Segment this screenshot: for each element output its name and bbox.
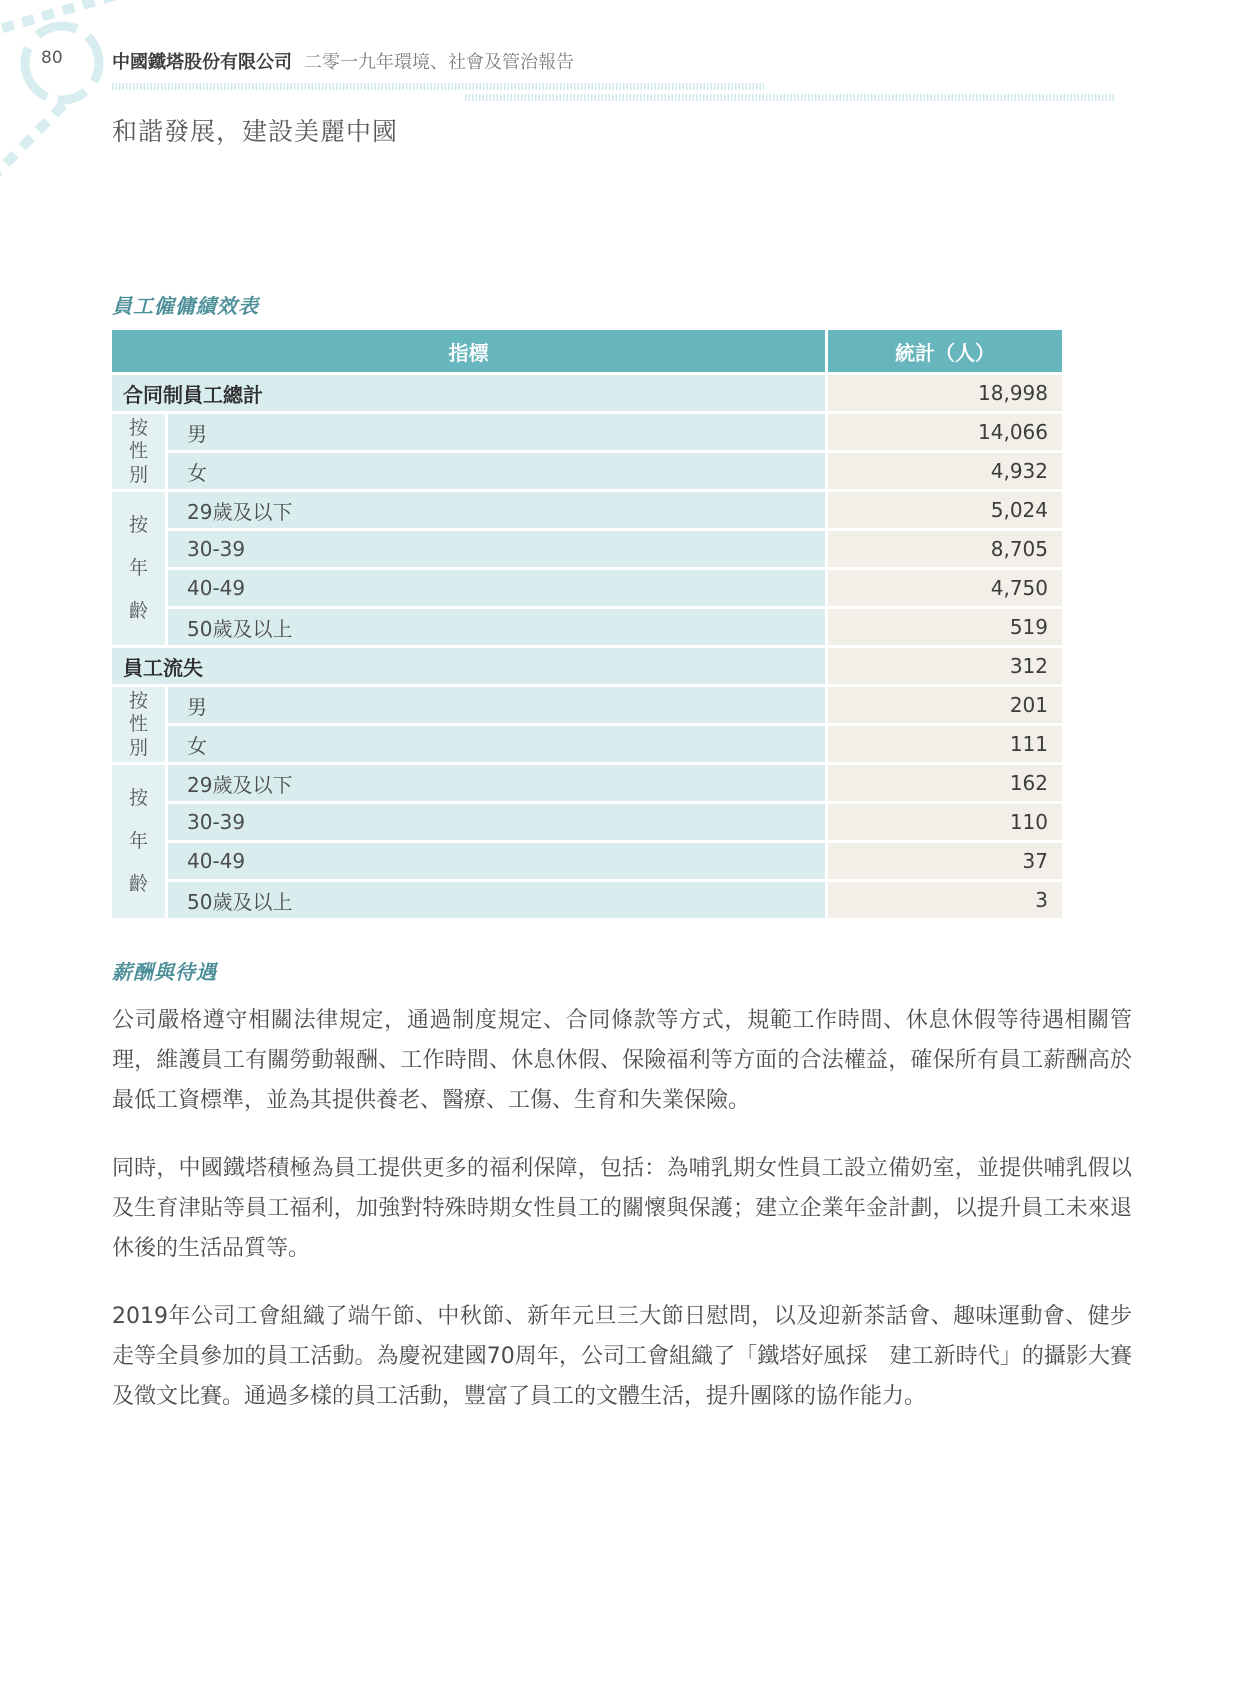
table-sub-label: 40-49 xyxy=(168,570,825,606)
column-header-indicator: 指標 xyxy=(112,330,825,372)
table-sub-label: 50歲及以上 xyxy=(168,882,825,918)
table-value: 8,705 xyxy=(828,531,1062,567)
table-value: 312 xyxy=(828,648,1062,684)
table-sub-label: 50歲及以上 xyxy=(168,609,825,645)
employee-table xyxy=(112,330,1062,918)
report-title: 二零一九年環境、社會及管治報告 xyxy=(304,52,574,73)
table-sub-label: 女 xyxy=(168,453,825,489)
salary-paragraph: 2019年公司工會組織了端午節、中秋節、新年元旦三大節日慰問，以及迎新茶話會、趣味運動會、健步走等全員參加的員工活動。為慶祝建國70周年，公司工會組織了「鐵塔好風採 建工新時代」的攝影大賽及徵文比賽。通過多樣的員工活動，豐富了員工的文體生活，提升團隊的協作能力。 xyxy=(112,1304,1132,1409)
table-sub-label: 30-39 xyxy=(168,804,825,840)
table-value: 162 xyxy=(828,765,1062,801)
table-value: 201 xyxy=(828,687,1062,723)
table-value: 110 xyxy=(828,804,1062,840)
table-value: 519 xyxy=(828,609,1062,645)
page-heading: 和諧發展，建設美麗中國 xyxy=(112,117,399,146)
table-sub-label: 30-39 xyxy=(168,531,825,567)
header-rule-upper xyxy=(112,83,764,90)
table-sub-label: 男 xyxy=(168,687,825,723)
table-group-label: 按 性 別 xyxy=(112,687,165,762)
employment-table-section xyxy=(112,290,1062,918)
table-total-label: 員工流失 xyxy=(112,648,825,684)
table-value: 3 xyxy=(828,882,1062,918)
table-value: 111 xyxy=(828,726,1062,762)
header-rule-lower xyxy=(465,94,1116,101)
table-group-label: 按 性 別 xyxy=(112,414,165,489)
table-total-label: 合同制員工總計 xyxy=(112,375,825,411)
table-sub-label: 40-49 xyxy=(168,843,825,879)
table-title: 員工僱傭績效表 xyxy=(112,294,259,318)
salary-benefits-section xyxy=(112,956,1132,1445)
table-value: 14,066 xyxy=(828,414,1062,450)
company-name: 中國鐵塔股份有限公司 xyxy=(112,52,292,73)
table-sub-label: 29歲及以下 xyxy=(168,492,825,528)
page-number: 80 xyxy=(41,48,63,68)
table-sub-label: 女 xyxy=(168,726,825,762)
table-value: 18,998 xyxy=(828,375,1062,411)
column-header-statistics: 統計（人） xyxy=(828,330,1062,372)
table-sub-label: 29歲及以下 xyxy=(168,765,825,801)
table-group-label: 按 年 齡 xyxy=(112,492,165,645)
table-sub-label: 男 xyxy=(168,414,825,450)
table-value: 4,932 xyxy=(828,453,1062,489)
salary-paragraph: 公司嚴格遵守相關法律規定，通過制度規定、合同條款等方式，規範工作時間、休息休假等待遇相關管理，維護員工有關勞動報酬、工作時間、休息休假、保險福利等方面的合法權益，確保所有員工薪酬高於最低工資標準，並為其提供養老、醫療、工傷、生育和失業保險。 xyxy=(112,1008,1132,1113)
document-header xyxy=(112,48,574,74)
salary-paragraph: 同時，中國鐵塔積極為員工提供更多的福利保障，包括：為哺乳期女性員工設立備奶室，並提供哺乳假以及生育津貼等員工福利，加強對特殊時期女性員工的關懷與保護；建立企業年金計劃，以提升員工未來退休後的生活品質等。 xyxy=(112,1156,1132,1261)
salary-heading: 薪酬與待遇 xyxy=(112,960,217,984)
table-value: 5,024 xyxy=(828,492,1062,528)
table-group-label: 按 年 齡 xyxy=(112,765,165,918)
table-value: 4,750 xyxy=(828,570,1062,606)
decorative-corner-art xyxy=(0,0,190,200)
table-value: 37 xyxy=(828,843,1062,879)
